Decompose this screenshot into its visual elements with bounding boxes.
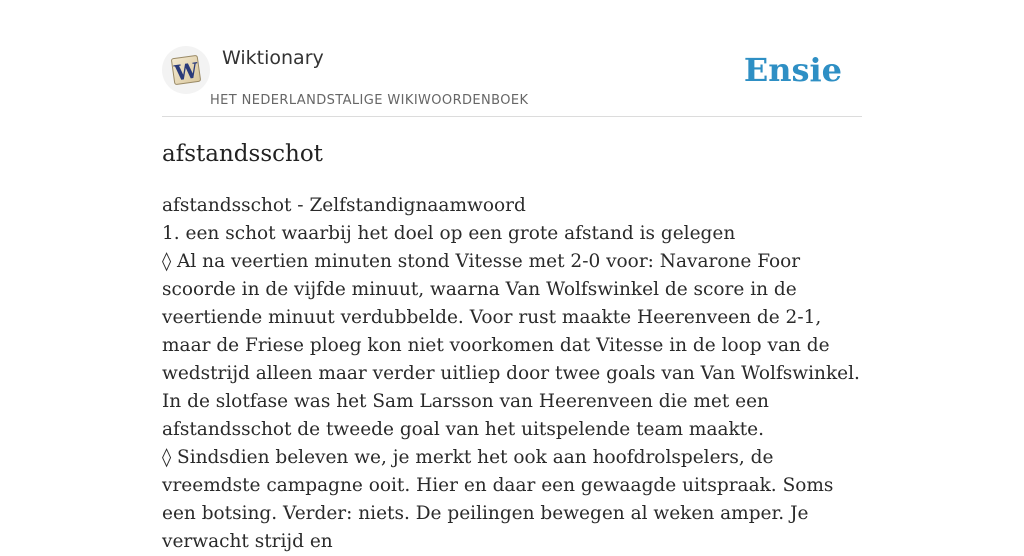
site-header: [162, 0, 862, 117]
page-title: afstandsschot: [162, 141, 323, 167]
site-name[interactable]: Wiktionary: [222, 47, 324, 69]
example-1: ◊ Al na veertien minuten stond Vitesse met 2-0 voor: Navarone Foor scoorde in de vijfde minuut, waarna Van Wolfswinkel de score in de veertiende minuut verdubbelde. Voor rust maakte Heerenveen de 2-1, maar de Friese ploeg kon niet voorkomen dat Vitesse in de loop van de wedstrijd alleen maar verder uitliep door twee goals van Van Wolfswinkel. In de slotfase was het Sam Larsson van Heerenveen die met een afstandsschot de tweede goal van het uitspelende team maakte.: [162, 251, 860, 440]
wiktionary-logo[interactable]: [162, 46, 210, 94]
headword-line: afstandsschot - Zelfstandignaamwoord: [162, 195, 526, 216]
logo-letter: W: [172, 57, 200, 86]
definition: 1. een schot waarbij het doel op een grote afstand is gelegen: [162, 223, 736, 244]
site-tagline: HET NEDERLANDSTALIGE WIKIWOORDENBOEK: [210, 93, 529, 108]
entry-content: [162, 192, 862, 556]
wiktionary-w-tile-icon: [168, 52, 204, 88]
ensie-brand-logo[interactable]: Ensie: [743, 51, 842, 89]
example-2: ◊ Sindsdien beleven we, je merkt het ook aan hoofdrolspelers, de vreemdste campagne ooit. Hier en daar een gewaagde uitspraak. Soms een botsing. Verder: niets. De peilingen bewegen al weken amper. Je verwacht strijd en: [162, 447, 834, 552]
